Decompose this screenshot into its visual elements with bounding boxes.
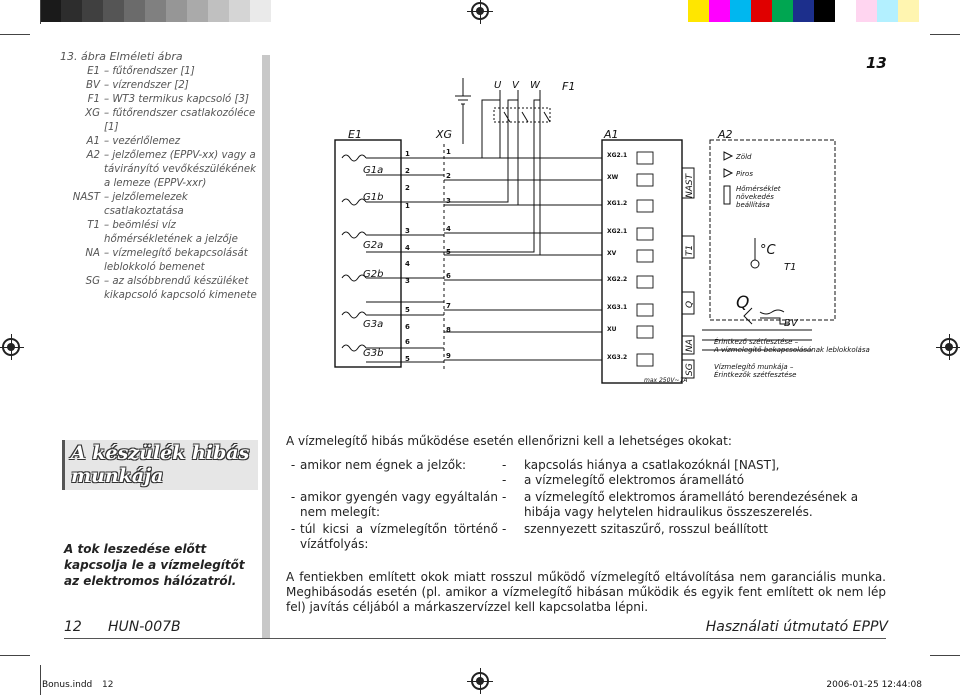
e1-terminal: 5 [405,306,410,314]
crop-mark [40,0,41,24]
label-q-side: Q [685,300,695,308]
symptom: túl kicsi a vízmelegítőn történő vízátfolyás: [300,522,498,551]
legend-code: BV [86,80,100,91]
a1-terminal: XW [607,174,619,181]
slug-file: Bonus.indd [42,680,93,690]
cause-item [502,473,886,488]
section-heading: A készülék hibás munkája [62,440,258,490]
e1-terminal: 5 [405,355,410,363]
sidebar-divider [262,55,270,638]
legend-desc: – fűtőrendszer [1] [104,66,195,77]
label-deg-c: °C [760,243,776,258]
legend-desc: – vezérlőlemez [104,136,181,147]
color-swatch [187,0,208,22]
legend-item [60,247,265,275]
label-blokk: A vízmelegítő bekapcsolásának leblokkolása [714,346,870,354]
diagram-page-number: 13 [866,54,887,72]
legend-desc: – jelzőlemez (EPPV-xx) vagy a távirányító vevőkészülékének a lemeze (EPPV-xxr) [104,150,257,189]
label-nast: NAST [685,173,695,198]
crop-mark [40,665,41,695]
symptom: amikor nem égnek a jelzők: [300,458,467,472]
legend-code: A1 [86,136,100,147]
crop-mark [0,34,30,35]
legend-item [60,149,265,191]
cause-item [502,490,886,520]
color-swatch [208,0,229,22]
grayscale-color-bar [40,0,271,22]
legend-item [60,107,265,135]
footer-divider [64,638,886,639]
cause-row [286,490,886,520]
cause-list [502,458,886,488]
legend-desc: – jelzőlemelezek csatlakoztatása [104,192,188,217]
e1-terminal: 3 [405,227,410,235]
e1-terminal: 4 [405,260,410,268]
xg-terminal: 9 [446,352,451,360]
label-erintkezo1: Érintkező szétfesztése – [714,338,799,346]
cause-row [286,458,886,488]
label-piros: Piros [736,170,753,178]
crop-mark [930,34,960,35]
figure-title: 13. ábra Elméleti ábra [60,50,183,63]
registration-mark-bottom-icon [471,672,489,690]
legend-code: E1 [87,66,100,77]
label-t1: T1 [784,262,797,273]
label-w: W [530,80,540,91]
color-swatch [730,0,751,22]
e1-terminal: 1 [405,202,410,210]
label-q: Q [736,293,750,313]
color-swatch [166,0,187,22]
color-swatch [793,0,814,22]
label-homerseklet: Hőmérséklet [736,185,781,193]
color-swatch [124,0,145,22]
label-zold: Zöld [736,153,752,161]
legend-desc: – vízmelegítő bekapcsolását leblokkoló bemenet [104,248,248,273]
crop-mark [0,655,30,656]
cause-list [502,522,886,552]
legend-code: NA [85,248,100,259]
xg-terminal: 8 [446,326,451,334]
cause-item [502,522,886,537]
manual-title: Használati útmutató EPPV [705,619,888,635]
label-g1a: G1a [363,165,384,176]
page-number: 12 [64,619,82,635]
cause-row [286,522,886,552]
safety-warning: A tok leszedése előtt kapcsolja le a vízmelegítőt az elektromos hálózatról. [64,542,245,588]
color-swatch [856,0,877,22]
color-swatch [61,0,82,22]
label-g3a: G3a [363,319,384,330]
label-xg: XG [436,128,453,141]
wiring-diagram [272,40,892,425]
label-e1: E1 [348,128,362,141]
e1-terminal: 2 [405,167,410,175]
label-g3b: G3b [363,348,384,359]
label-vizmelegito: Vízmelegítő munkája – [714,363,794,371]
legend-item [60,191,265,219]
warranty-note: A fentiekben említett okok miatt rosszul működő vízmelegítő eltávolítása nem garanciális munka. Meghibásodás esetén (pl. amikor a vízmelegítő hibásan működik és egyik fent említett ok nem lép fel) javítás céljából a márkaszervízzel kell kapcsolatba lépni. [286,570,886,614]
color-swatch [103,0,124,22]
troubleshooting-text [286,434,886,615]
cmyk-color-bar [688,0,919,22]
legend-desc: – WT3 termikus kapcsoló [3] [104,94,249,105]
slug-page: 12 [102,680,114,690]
row-dash: - [290,522,296,536]
color-swatch [709,0,730,22]
e1-terminal: 6 [405,323,410,331]
symptom: amikor gyengén vagy egyáltalán nem melegít: [300,490,498,519]
color-swatch [877,0,898,22]
label-a1: A1 [604,128,619,141]
color-swatch [814,0,835,22]
label-noveledes: növekedés [736,193,774,201]
color-swatch [772,0,793,22]
legend-code: F1 [87,94,100,105]
intro-paragraph: A vízmelegítő hibás működése esetén ellenőrizni kell a lehetséges okokat: [286,434,732,448]
label-t1-side: T1 [685,244,695,256]
label-v: V [512,80,519,91]
row-dash: - [290,490,296,504]
cause-list [502,490,886,520]
label-f1: F1 [562,80,576,93]
cause-item [502,458,886,473]
cause-text: a vízmelegítő elektromos áramellátó [524,473,745,487]
cause-text: szennyezett szitaszűrő, rosszul beállított [524,522,768,536]
xg-terminal: 3 [446,197,451,205]
a1-terminal: XG1.2 [607,200,628,207]
registration-mark-left-icon [2,338,20,356]
cause-text: a vízmelegítő elektromos áramellátó berendezésének a hibája vagy helytelen hidraulikus összeszerelés. [524,490,859,519]
e1-terminal: 1 [405,150,410,158]
xg-terminal: 2 [446,172,451,180]
legend-item [60,93,265,107]
e1-terminal: 3 [405,277,410,285]
cause-dash: - [502,458,507,472]
label-max-rating: max 250V~1A [644,377,688,384]
legend-item [60,219,265,247]
a1-terminal: XG3.2 [607,354,628,361]
label-na: NA [685,339,695,352]
color-swatch [250,0,271,22]
figure-legend [60,50,265,303]
e1-terminal: 6 [405,338,410,346]
xg-terminal: 4 [446,225,451,233]
color-swatch [751,0,772,22]
label-beallitasa: beállítása [736,201,770,209]
crop-mark [930,655,960,656]
label-erintkezo2: Érintkezők szétfesztése [714,371,797,379]
e1-terminal: 2 [405,184,410,192]
cause-dash: - [502,490,507,504]
a2-signal-board [710,140,835,320]
color-swatch [229,0,250,22]
model-code: HUN-007B [108,619,181,635]
label-g2b: G2b [363,269,384,280]
color-swatch [145,0,166,22]
legend-item [60,275,265,303]
legend-item [60,65,265,79]
color-swatch [40,0,61,22]
xg-terminal: 6 [446,272,451,280]
color-swatch [835,0,856,22]
color-swatch [898,0,919,22]
a1-terminal: XG2.1 [607,152,628,159]
cause-dash: - [502,522,507,536]
registration-mark-right-icon [940,338,958,356]
slug-datetime: 2006-01-25 12:44:08 [826,680,922,690]
legend-desc: – beömlési víz hőmérsékletének a jelzője [104,220,238,245]
label-bv: BV [784,318,798,329]
e1-terminal: 4 [405,244,410,252]
legend-desc: – fűtőrendszer csatlakozóléce [1] [104,108,256,133]
xg-terminal: 1 [446,148,451,156]
label-a2: A2 [718,128,733,141]
legend-code: NAST [72,192,100,203]
a1-terminal: XV [607,250,617,257]
legend-code: T1 [87,220,100,231]
a1-terminal: XG2.1 [607,228,628,235]
color-swatch [688,0,709,22]
a1-terminal: XG3.1 [607,304,628,311]
cause-text: kapcsolás hiánya a csatlakozóknál [NAST], [524,458,780,472]
label-sg: SG [685,363,695,376]
cause-dash: - [502,473,507,487]
xg-terminal: 5 [446,248,451,256]
legend-code: SG [85,276,100,287]
legend-desc: – vízrendszer [2] [104,80,189,91]
legend-item [60,135,265,149]
legend-code: A2 [86,150,100,161]
legend-item [60,79,265,93]
a1-terminal: XG2.2 [607,276,628,283]
label-u: U [494,80,502,91]
legend-code: XG [85,108,100,119]
a1-terminal: XU [607,326,617,333]
row-dash: - [290,458,296,472]
registration-mark-top-icon [471,2,489,20]
label-g2a: G2a [363,240,384,251]
legend-desc: – az alsóbbrendű készüléket kikapcsoló kapcsoló kimenete [104,276,257,301]
label-g1b: G1b [363,192,384,203]
color-swatch [82,0,103,22]
xg-terminal: 7 [446,302,451,310]
